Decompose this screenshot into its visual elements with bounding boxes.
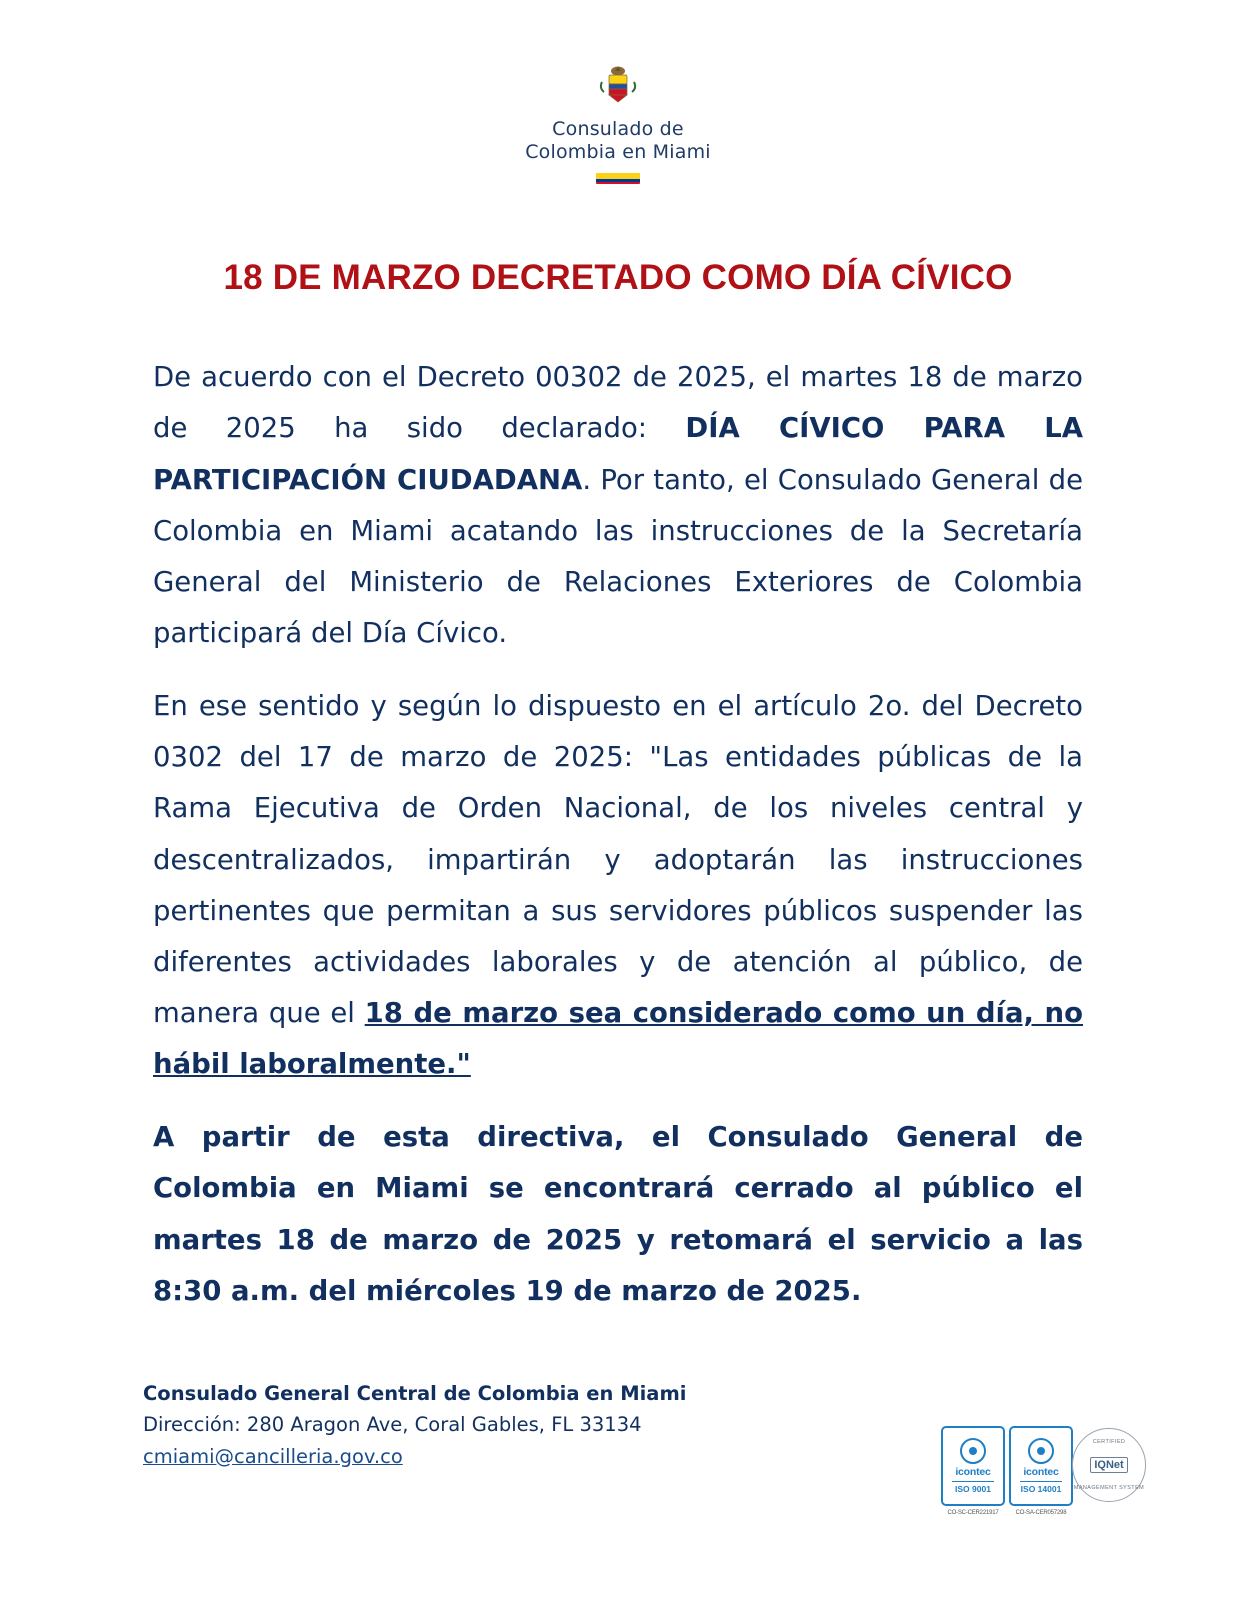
certification-seals [942, 1426, 1145, 1516]
footer-contact-block [143, 1379, 686, 1472]
certification-icontec-iso9001 [942, 1426, 1004, 1516]
footer-office-name: Consulado General Central de Colombia en Miami [143, 1382, 687, 1406]
icontec-seal-icon [941, 1426, 1005, 1506]
colombia-coat-of-arms-icon [595, 62, 641, 108]
organization-name-line1: Consulado de [552, 118, 684, 140]
paragraph-2-run-2-underlined: 18 de marzo sea considerado como un día, no hábil laboralmente." [153, 997, 1084, 1081]
paragraph-1-run-3: . Por tanto, el Consulado General de Colombia en Miami acatando las instrucciones de la Secretaría General del Ministerio de Relaciones Exteriores de Colombia participará del Día Cívico. [153, 463, 1083, 650]
paragraph-3 [153, 1112, 1083, 1317]
icontec-seal-icon [1009, 1426, 1073, 1506]
page-title: 18 DE MARZO DECRETADO COMO DÍA CÍVICO [223, 258, 1013, 298]
paragraph-2 [153, 681, 1083, 1090]
paragraph-1-run-1: De acuerdo con el Decreto 00302 de 2025, el martes 18 de marzo de 2025 ha sido declarado: [153, 361, 1083, 445]
certification-code: CO-SC-CER221917 [947, 1510, 999, 1516]
certification-iqnet [1073, 1426, 1145, 1502]
certification-name: icontec [1023, 1466, 1059, 1478]
iqnet-arc-top-text: CERTIFIED [1092, 1439, 1126, 1445]
footer-address: Dirección: 280 Aragon Ave, Coral Gables, FL 33134 [143, 1412, 642, 1436]
certification-icontec-iso14001 [1010, 1426, 1072, 1516]
certification-code: CO-SA-CER057298 [1015, 1510, 1067, 1516]
paragraph-2-run-1: En ese sentido y según lo dispuesto en el artículo 2o. del Decreto 0302 del 17 de marzo de 2025: "Las entidades públicas de la Rama Ejecutiva de Orden Nacional, de los niveles central y descentralizados, impartirán y adoptarán las instrucciones pertinentes que permitan a sus servidores públicos suspender las diferentes actividades laborales y de atención al público, de manera que el [153, 690, 1083, 1030]
paragraph-1 [153, 352, 1083, 659]
iqnet-label: IQNet [1090, 1457, 1127, 1473]
document-body [153, 298, 1083, 1317]
letterhead [0, 0, 1236, 184]
paragraph-1-run-2-bold: DÍA CÍVICO PARA LA PARTICIPACIÓN CIUDADANA [153, 412, 1083, 496]
iqnet-seal-icon [1072, 1428, 1146, 1502]
icontec-ring-icon [960, 1438, 986, 1464]
certification-standard: ISO 14001 [1020, 1481, 1062, 1494]
organization-name-line2: Colombia en Miami [525, 141, 711, 164]
iqnet-arc-bottom-text: MANAGEMENT SYSTEM [1073, 1485, 1145, 1491]
colombia-flag-bar-icon [596, 173, 640, 184]
certification-standard: ISO 9001 [952, 1481, 994, 1494]
certification-name: icontec [955, 1466, 991, 1478]
paragraph-3-run-1: A partir de esta directiva, el Consulado General de Colombia en Miami se encontrará cerrado al público el martes 18 de marzo de 2025 y retomará el servicio a las 8:30 a.m. del miércoles 19 de marzo de 2025. [153, 1121, 1083, 1307]
footer-email-link[interactable]: cmiami@cancilleria.gov.co [143, 1444, 403, 1468]
organization-name [525, 118, 711, 164]
icontec-ring-icon [1028, 1438, 1054, 1464]
